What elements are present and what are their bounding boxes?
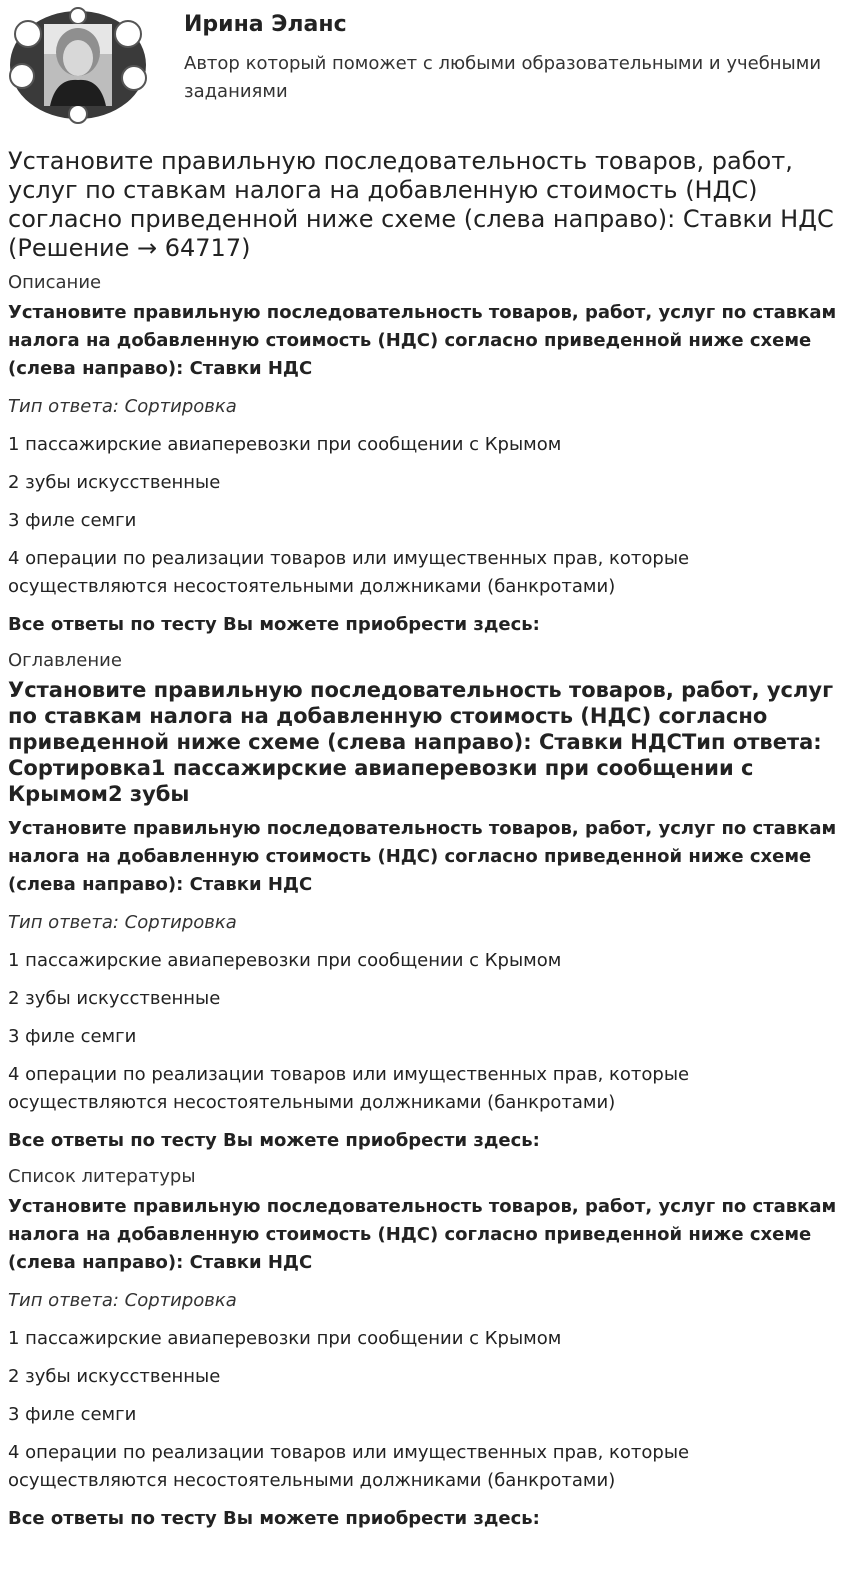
toc-label: Оглавление <box>8 650 122 671</box>
toc-question: Установите правильную последовательность товаров, работ, услуг по ставкам налога на добавленную стоимость (НДС) согласно приведенной ниже схеме (слева направо): Ставки НДС <box>8 818 837 895</box>
description-answer-type: Тип ответа: Сортировка <box>8 396 237 417</box>
literature-item-1: 1 пассажирские авиаперевозки при сообщении с Крымом <box>8 1328 562 1349</box>
author-name[interactable]: Ирина Эланс <box>184 12 347 37</box>
literature-section <box>8 1165 839 1533</box>
description-question: Установите правильную последовательность товаров, работ, услуг по ставкам налога на добавленную стоимость (НДС) согласно приведенной ниже схеме (слева направо): Ставки НДС <box>8 302 837 379</box>
toc-buy-text: Все ответы по тесту Вы можете приобрести здесь: <box>8 1130 540 1151</box>
main-content <box>0 147 847 1533</box>
page-title: Установите правильную последовательность товаров, работ, услуг по ставкам налога на добавленную стоимость (НДС) согласно приведенной ниже схеме (слева направо): Ставки НДС (Решение → 64717) <box>8 147 834 262</box>
description-item-2: 2 зубы искусственные <box>8 472 221 493</box>
literature-answer-type: Тип ответа: Сортировка <box>8 1290 237 1311</box>
description-item-1: 1 пассажирские авиаперевозки при сообщении с Крымом <box>8 434 562 455</box>
literature-item-2: 2 зубы искусственные <box>8 1366 221 1387</box>
toc-section <box>8 649 839 1155</box>
description-buy-text: Все ответы по тесту Вы можете приобрести здесь: <box>8 614 540 635</box>
author-avatar[interactable] <box>6 6 150 124</box>
description-item-3: 3 филе семги <box>8 510 137 531</box>
description-item-4: 4 операции по реализации товаров или имущественных прав, которые осуществляются несостоятельными должниками (банкротами) <box>8 548 690 597</box>
toc-title: Установите правильную последовательность товаров, работ, услуг по ставкам налога на добавленную стоимость (НДС) согласно приведенной ниже схеме (слева направо): Ставки НДСТип ответа: Сортировка1 пассажирские авиаперевозки при сообщении с Крымом2 зубы <box>8 678 834 806</box>
literature-item-3: 3 филе семги <box>8 1404 137 1425</box>
toc-answer-type: Тип ответа: Сортировка <box>8 912 237 933</box>
literature-item-4: 4 операции по реализации товаров или имущественных прав, которые осуществляются несостоятельными должниками (банкротами) <box>8 1442 690 1491</box>
author-card <box>0 0 847 130</box>
toc-item-1: 1 пассажирские авиаперевозки при сообщении с Крымом <box>8 950 562 971</box>
author-description: Автор который поможет с любыми образовательными и учебными заданиями <box>184 53 822 102</box>
toc-item-2: 2 зубы искусственные <box>8 988 221 1009</box>
literature-question: Установите правильную последовательность товаров, работ, услуг по ставкам налога на добавленную стоимость (НДС) согласно приведенной ниже схеме (слева направо): Ставки НДС <box>8 1196 837 1273</box>
toc-item-3: 3 филе семги <box>8 1026 137 1047</box>
literature-label: Список литературы <box>8 1166 196 1187</box>
literature-buy-text: Все ответы по тесту Вы можете приобрести здесь: <box>8 1508 540 1529</box>
description-label: Описание <box>8 272 102 293</box>
toc-item-4: 4 операции по реализации товаров или имущественных прав, которые осуществляются несостоятельными должниками (банкротами) <box>8 1064 690 1113</box>
description-section <box>8 271 839 639</box>
